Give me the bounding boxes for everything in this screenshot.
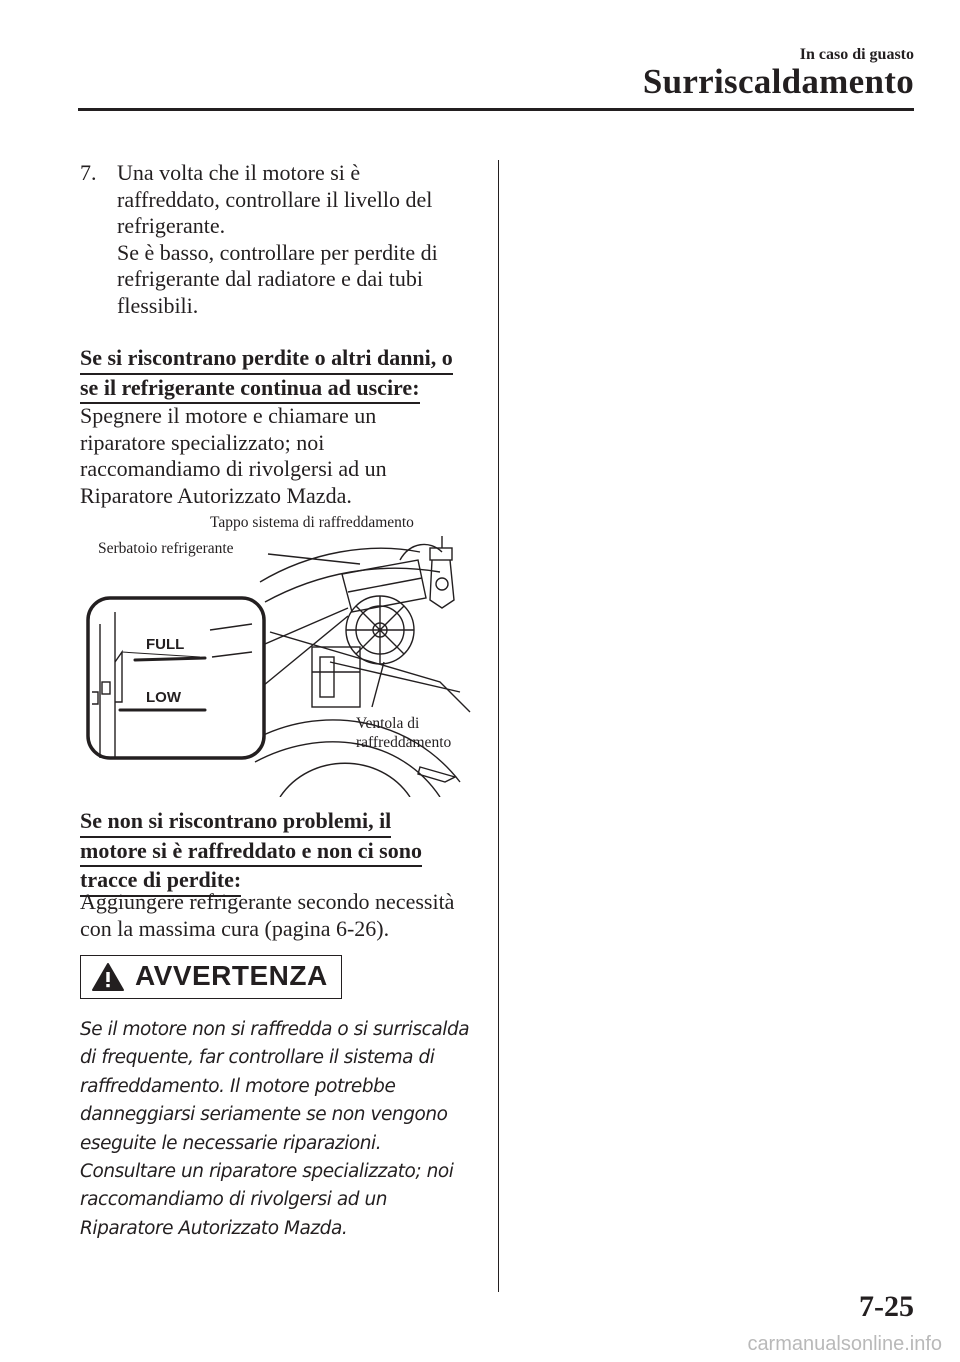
warning-line: di frequente, far controllare il sistema di [80,1047,435,1069]
step-body [117,160,480,319]
heading-line: Se non si riscontrano problemi, il [80,808,391,838]
step-number: 7. [80,160,97,185]
step-line: refrigerante. [117,213,226,238]
body-line: riparatore specializzato; noi [80,429,325,455]
warning-line: Consultare un riparatore specializzato; noi [80,1161,454,1183]
warning-triangle-icon [91,962,125,992]
coolant-reservoir-illustration [80,512,480,797]
step-line: refrigerante dal radiatore e dai tubi [117,266,424,291]
low-mark: LOW [146,689,181,706]
warning-line: danneggiarsi seriamente se non vengono [80,1104,448,1126]
heading-line: Se si riscontrano perdite o altri danni, o [80,345,453,375]
heading-line: tracce di perdite: [80,867,241,897]
header-rule [78,108,914,111]
heading-line: se il refrigerante continua ad uscire: [80,375,420,405]
fan-label-line2: raffreddamento [356,734,452,751]
warning-line: raffreddamento. Il motore potrebbe [80,1075,396,1097]
body-line: Aggiungere refrigerante secondo necessità [80,889,455,914]
page-number: 7-25 [859,1290,914,1323]
body-line: Spegnere il motore e chiamare un [80,403,377,428]
body-line: raccomandiamo di rivolgersi ad un [80,456,387,481]
full-mark: FULL [146,636,185,653]
page-title: Surriscaldamento [642,62,914,101]
warning-line: Riparatore Autorizzato Mazda. [80,1217,348,1239]
step-line: Una volta che il motore si è [117,160,361,185]
step-line: raffreddato, controllare il livello del [117,186,433,212]
heading-line: motore si è raffreddato e non ci sono [80,838,422,868]
step-line: flessibili. [117,292,199,318]
warning-line: raccomandiamo di rivolgersi ad un [80,1189,387,1211]
warning-text [80,1016,480,1243]
column-divider [498,160,499,1292]
warning-box [80,955,342,999]
step-line: Se è basso, controllare per perdite di [117,239,438,265]
no-problem-heading [80,808,422,897]
body-line: Riparatore Autorizzato Mazda. [80,482,352,508]
cap-label: Tappo sistema di raffreddamento [210,514,414,531]
warning-line: eseguite le necessarie riparazioni. [80,1132,382,1154]
watermark: carmanualsonline.info [747,1333,942,1355]
leak-heading [80,345,453,404]
tank-label: Serbatoio refrigerante [98,540,234,557]
fan-label-line1: Ventola di [356,715,420,732]
leak-body [80,403,480,509]
warning-line: Se il motore non si raffredda o si surriscalda [80,1019,470,1040]
step-7 [80,160,480,319]
warning-label: AVVERTENZA [135,960,328,991]
no-problem-body [80,889,480,942]
section-header: In caso di guasto [799,46,914,63]
body-line: con la massima cura (pagina 6-26). [80,915,390,941]
